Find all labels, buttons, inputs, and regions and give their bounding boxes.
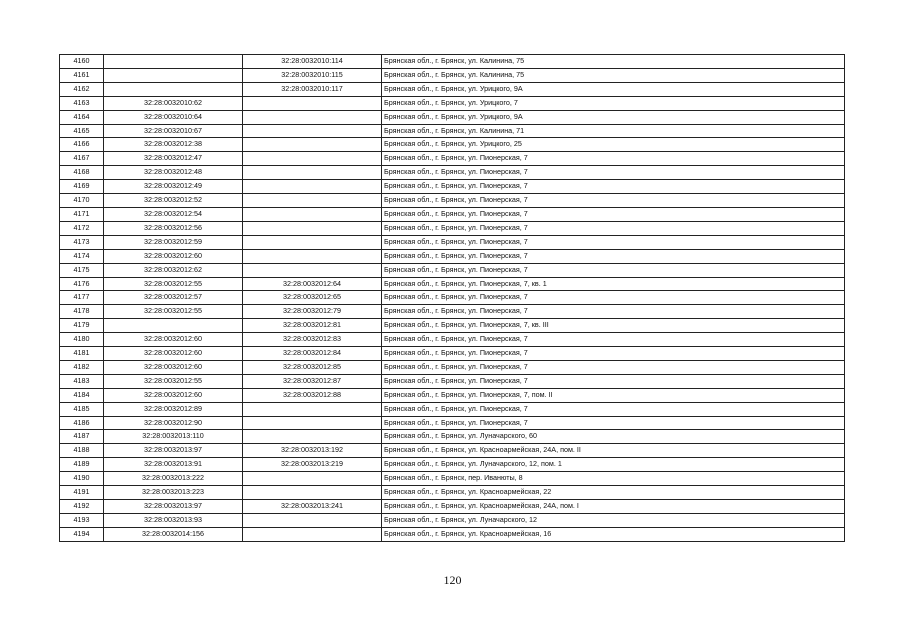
row-number-cell: 4174 bbox=[60, 249, 104, 263]
cadastral-number-cell: 32:28:0032012:57 bbox=[104, 291, 243, 305]
cadastral-number-cell: 32:28:0032012:55 bbox=[104, 374, 243, 388]
cadastral-number-cell: 32:28:0032010:62 bbox=[104, 96, 243, 110]
table-row bbox=[60, 110, 845, 124]
address-cell: Брянская обл., г. Брянск, ул. Пионерская, 7 bbox=[382, 305, 845, 319]
cadastral-number-cell: 32:28:0032012:62 bbox=[104, 263, 243, 277]
object-number-cell bbox=[243, 430, 382, 444]
cadastral-number-cell: 32:28:0032012:60 bbox=[104, 333, 243, 347]
cadastral-number-cell bbox=[104, 319, 243, 333]
cadastral-number-cell: 32:28:0032012:90 bbox=[104, 416, 243, 430]
row-number-cell: 4189 bbox=[60, 458, 104, 472]
row-number-cell: 4163 bbox=[60, 96, 104, 110]
address-cell: Брянская обл., г. Брянск, ул. Пионерская, 7 bbox=[382, 263, 845, 277]
address-cell: Брянская обл., г. Брянск, ул. Пионерская, 7 bbox=[382, 374, 845, 388]
row-number-cell: 4193 bbox=[60, 513, 104, 527]
cadastral-number-cell bbox=[104, 82, 243, 96]
table-row bbox=[60, 360, 845, 374]
address-cell: Брянская обл., г. Брянск, ул. Пионерская, 7 bbox=[382, 416, 845, 430]
object-number-cell bbox=[243, 221, 382, 235]
row-number-cell: 4172 bbox=[60, 221, 104, 235]
object-number-cell: 32:28:0032012:88 bbox=[243, 388, 382, 402]
cadastral-table-body bbox=[60, 55, 845, 542]
cadastral-number-cell: 32:28:0032012:54 bbox=[104, 207, 243, 221]
object-number-cell bbox=[243, 138, 382, 152]
cadastral-number-cell: 32:28:0032012:55 bbox=[104, 277, 243, 291]
row-number-cell: 4192 bbox=[60, 500, 104, 514]
table-row bbox=[60, 513, 845, 527]
table-row bbox=[60, 347, 845, 361]
address-cell: Брянская обл., г. Брянск, ул. Урицкого, 25 bbox=[382, 138, 845, 152]
address-cell: Брянская обл., г. Брянск, ул. Урицкого, 9А bbox=[382, 110, 845, 124]
table-row bbox=[60, 124, 845, 138]
address-cell: Брянская обл., г. Брянск, ул. Урицкого, 7 bbox=[382, 96, 845, 110]
object-number-cell: 32:28:0032013:241 bbox=[243, 500, 382, 514]
table-row bbox=[60, 221, 845, 235]
object-number-cell bbox=[243, 402, 382, 416]
cadastral-number-cell: 32:28:0032012:60 bbox=[104, 347, 243, 361]
table-row bbox=[60, 486, 845, 500]
cadastral-number-cell: 32:28:0032012:56 bbox=[104, 221, 243, 235]
address-cell: Брянская обл., г. Брянск, ул. Пионерская, 7 bbox=[382, 235, 845, 249]
object-number-cell: 32:28:0032012:81 bbox=[243, 319, 382, 333]
address-cell: Брянская обл., г. Брянск, ул. Красноармейская, 22 bbox=[382, 486, 845, 500]
cadastral-number-cell bbox=[104, 55, 243, 69]
address-cell: Брянская обл., г. Брянск, ул. Пионерская, 7 bbox=[382, 249, 845, 263]
table-row bbox=[60, 138, 845, 152]
address-cell: Брянская обл., г. Брянск, пер. Иванюты, 8 bbox=[382, 472, 845, 486]
cadastral-number-cell: 32:28:0032013:91 bbox=[104, 458, 243, 472]
object-number-cell bbox=[243, 416, 382, 430]
row-number-cell: 4171 bbox=[60, 207, 104, 221]
address-cell: Брянская обл., г. Брянск, ул. Пионерская, 7 bbox=[382, 207, 845, 221]
object-number-cell bbox=[243, 249, 382, 263]
address-cell: Брянская обл., г. Брянск, ул. Урицкого, 9А bbox=[382, 82, 845, 96]
table-row bbox=[60, 194, 845, 208]
cadastral-number-cell bbox=[104, 68, 243, 82]
address-cell: Брянская обл., г. Брянск, ул. Пионерская, 7, кв. 1 bbox=[382, 277, 845, 291]
row-number-cell: 4194 bbox=[60, 527, 104, 541]
row-number-cell: 4169 bbox=[60, 180, 104, 194]
object-number-cell bbox=[243, 180, 382, 194]
row-number-cell: 4175 bbox=[60, 263, 104, 277]
row-number-cell: 4188 bbox=[60, 444, 104, 458]
table-row bbox=[60, 333, 845, 347]
object-number-cell bbox=[243, 486, 382, 500]
row-number-cell: 4167 bbox=[60, 152, 104, 166]
table-row bbox=[60, 402, 845, 416]
row-number-cell: 4162 bbox=[60, 82, 104, 96]
address-cell: Брянская обл., г. Брянск, ул. Пионерская, 7, кв. III bbox=[382, 319, 845, 333]
cadastral-number-cell: 32:28:0032012:47 bbox=[104, 152, 243, 166]
object-number-cell bbox=[243, 152, 382, 166]
cadastral-number-cell: 32:28:0032012:52 bbox=[104, 194, 243, 208]
address-cell: Брянская обл., г. Брянск, ул. Пионерская, 7 bbox=[382, 291, 845, 305]
row-number-cell: 4177 bbox=[60, 291, 104, 305]
table-row bbox=[60, 180, 845, 194]
table-row bbox=[60, 374, 845, 388]
cadastral-number-cell: 32:28:0032012:55 bbox=[104, 305, 243, 319]
object-number-cell bbox=[243, 235, 382, 249]
row-number-cell: 4178 bbox=[60, 305, 104, 319]
object-number-cell bbox=[243, 96, 382, 110]
cadastral-number-cell: 32:28:0032012:60 bbox=[104, 249, 243, 263]
object-number-cell bbox=[243, 207, 382, 221]
address-cell: Брянская обл., г. Брянск, ул. Калинина, 71 bbox=[382, 124, 845, 138]
object-number-cell: 32:28:0032012:85 bbox=[243, 360, 382, 374]
row-number-cell: 4184 bbox=[60, 388, 104, 402]
table-row bbox=[60, 416, 845, 430]
row-number-cell: 4166 bbox=[60, 138, 104, 152]
page-number: 120 bbox=[443, 573, 462, 587]
table-row bbox=[60, 235, 845, 249]
row-number-cell: 4186 bbox=[60, 416, 104, 430]
row-number-cell: 4160 bbox=[60, 55, 104, 69]
address-cell: Брянская обл., г. Брянск, ул. Красноармейская, 16 bbox=[382, 527, 845, 541]
object-number-cell: 32:28:0032012:83 bbox=[243, 333, 382, 347]
table-row bbox=[60, 82, 845, 96]
row-number-cell: 4185 bbox=[60, 402, 104, 416]
object-number-cell: 32:28:0032012:84 bbox=[243, 347, 382, 361]
object-number-cell bbox=[243, 110, 382, 124]
row-number-cell: 4179 bbox=[60, 319, 104, 333]
object-number-cell bbox=[243, 263, 382, 277]
address-cell: Брянская обл., г. Брянск, ул. Пионерская, 7 bbox=[382, 180, 845, 194]
cadastral-number-cell: 32:28:0032013:93 bbox=[104, 513, 243, 527]
address-cell: Брянская обл., г. Брянск, ул. Пионерская, 7 bbox=[382, 194, 845, 208]
object-number-cell: 32:28:0032012:64 bbox=[243, 277, 382, 291]
row-number-cell: 4170 bbox=[60, 194, 104, 208]
table-row bbox=[60, 68, 845, 82]
row-number-cell: 4173 bbox=[60, 235, 104, 249]
cadastral-number-cell: 32:28:0032012:49 bbox=[104, 180, 243, 194]
table-row bbox=[60, 263, 845, 277]
address-cell: Брянская обл., г. Брянск, ул. Пионерская, 7, пом. II bbox=[382, 388, 845, 402]
address-cell: Брянская обл., г. Брянск, ул. Калинина, 75 bbox=[382, 55, 845, 69]
object-number-cell: 32:28:0032013:192 bbox=[243, 444, 382, 458]
address-cell: Брянская обл., г. Брянск, ул. Луначарского, 12 bbox=[382, 513, 845, 527]
object-number-cell bbox=[243, 472, 382, 486]
object-number-cell: 32:28:0032010:115 bbox=[243, 68, 382, 82]
table-row bbox=[60, 388, 845, 402]
row-number-cell: 4181 bbox=[60, 347, 104, 361]
object-number-cell bbox=[243, 166, 382, 180]
cadastral-number-cell: 32:28:0032012:60 bbox=[104, 388, 243, 402]
row-number-cell: 4190 bbox=[60, 472, 104, 486]
address-cell: Брянская обл., г. Брянск, ул. Пионерская, 7 bbox=[382, 166, 845, 180]
table-row bbox=[60, 55, 845, 69]
object-number-cell: 32:28:0032012:87 bbox=[243, 374, 382, 388]
address-cell: Брянская обл., г. Брянск, ул. Луначарского, 12, пом. 1 bbox=[382, 458, 845, 472]
cadastral-number-cell: 32:28:0032013:110 bbox=[104, 430, 243, 444]
row-number-cell: 4165 bbox=[60, 124, 104, 138]
cadastral-number-cell: 32:28:0032014:156 bbox=[104, 527, 243, 541]
table-row bbox=[60, 430, 845, 444]
address-cell: Брянская обл., г. Брянск, ул. Луначарского, 60 bbox=[382, 430, 845, 444]
table-row bbox=[60, 319, 845, 333]
object-number-cell: 32:28:0032010:114 bbox=[243, 55, 382, 69]
address-cell: Брянская обл., г. Брянск, ул. Красноармейская, 24А, пом. II bbox=[382, 444, 845, 458]
row-number-cell: 4176 bbox=[60, 277, 104, 291]
object-number-cell: 32:28:0032012:79 bbox=[243, 305, 382, 319]
cadastral-number-cell: 32:28:0032013:223 bbox=[104, 486, 243, 500]
object-number-cell bbox=[243, 194, 382, 208]
object-number-cell: 32:28:0032012:65 bbox=[243, 291, 382, 305]
table-row bbox=[60, 305, 845, 319]
address-cell: Брянская обл., г. Брянск, ул. Пионерская, 7 bbox=[382, 152, 845, 166]
address-cell: Брянская обл., г. Брянск, ул. Пионерская, 7 bbox=[382, 360, 845, 374]
row-number-cell: 4191 bbox=[60, 486, 104, 500]
cadastral-number-cell: 32:28:0032012:48 bbox=[104, 166, 243, 180]
object-number-cell: 32:28:0032010:117 bbox=[243, 82, 382, 96]
table-row bbox=[60, 207, 845, 221]
object-number-cell: 32:28:0032013:219 bbox=[243, 458, 382, 472]
address-cell: Брянская обл., г. Брянск, ул. Пионерская, 7 bbox=[382, 221, 845, 235]
table-row bbox=[60, 152, 845, 166]
row-number-cell: 4168 bbox=[60, 166, 104, 180]
cadastral-number-cell: 32:28:0032010:64 bbox=[104, 110, 243, 124]
cadastral-number-cell: 32:28:0032010:67 bbox=[104, 124, 243, 138]
table-row bbox=[60, 500, 845, 514]
cadastral-number-cell: 32:28:0032012:89 bbox=[104, 402, 243, 416]
cadastral-table bbox=[59, 54, 845, 542]
address-cell: Брянская обл., г. Брянск, ул. Пионерская, 7 bbox=[382, 347, 845, 361]
cadastral-number-cell: 32:28:0032012:59 bbox=[104, 235, 243, 249]
cadastral-number-cell: 32:28:0032012:60 bbox=[104, 360, 243, 374]
object-number-cell bbox=[243, 527, 382, 541]
address-cell: Брянская обл., г. Брянск, ул. Красноармейская, 24А, пом. I bbox=[382, 500, 845, 514]
object-number-cell bbox=[243, 124, 382, 138]
table-row bbox=[60, 472, 845, 486]
table-row bbox=[60, 527, 845, 541]
row-number-cell: 4161 bbox=[60, 68, 104, 82]
object-number-cell bbox=[243, 513, 382, 527]
row-number-cell: 4182 bbox=[60, 360, 104, 374]
cadastral-number-cell: 32:28:0032012:38 bbox=[104, 138, 243, 152]
table-row bbox=[60, 444, 845, 458]
table-row bbox=[60, 277, 845, 291]
table-row bbox=[60, 96, 845, 110]
row-number-cell: 4187 bbox=[60, 430, 104, 444]
table-row bbox=[60, 458, 845, 472]
table-row bbox=[60, 166, 845, 180]
address-cell: Брянская обл., г. Брянск, ул. Калинина, 75 bbox=[382, 68, 845, 82]
cadastral-number-cell: 32:28:0032013:97 bbox=[104, 500, 243, 514]
address-cell: Брянская обл., г. Брянск, ул. Пионерская, 7 bbox=[382, 402, 845, 416]
cadastral-number-cell: 32:28:0032013:222 bbox=[104, 472, 243, 486]
table-row bbox=[60, 291, 845, 305]
address-cell: Брянская обл., г. Брянск, ул. Пионерская, 7 bbox=[382, 333, 845, 347]
row-number-cell: 4183 bbox=[60, 374, 104, 388]
table-row bbox=[60, 249, 845, 263]
cadastral-number-cell: 32:28:0032013:97 bbox=[104, 444, 243, 458]
row-number-cell: 4164 bbox=[60, 110, 104, 124]
row-number-cell: 4180 bbox=[60, 333, 104, 347]
